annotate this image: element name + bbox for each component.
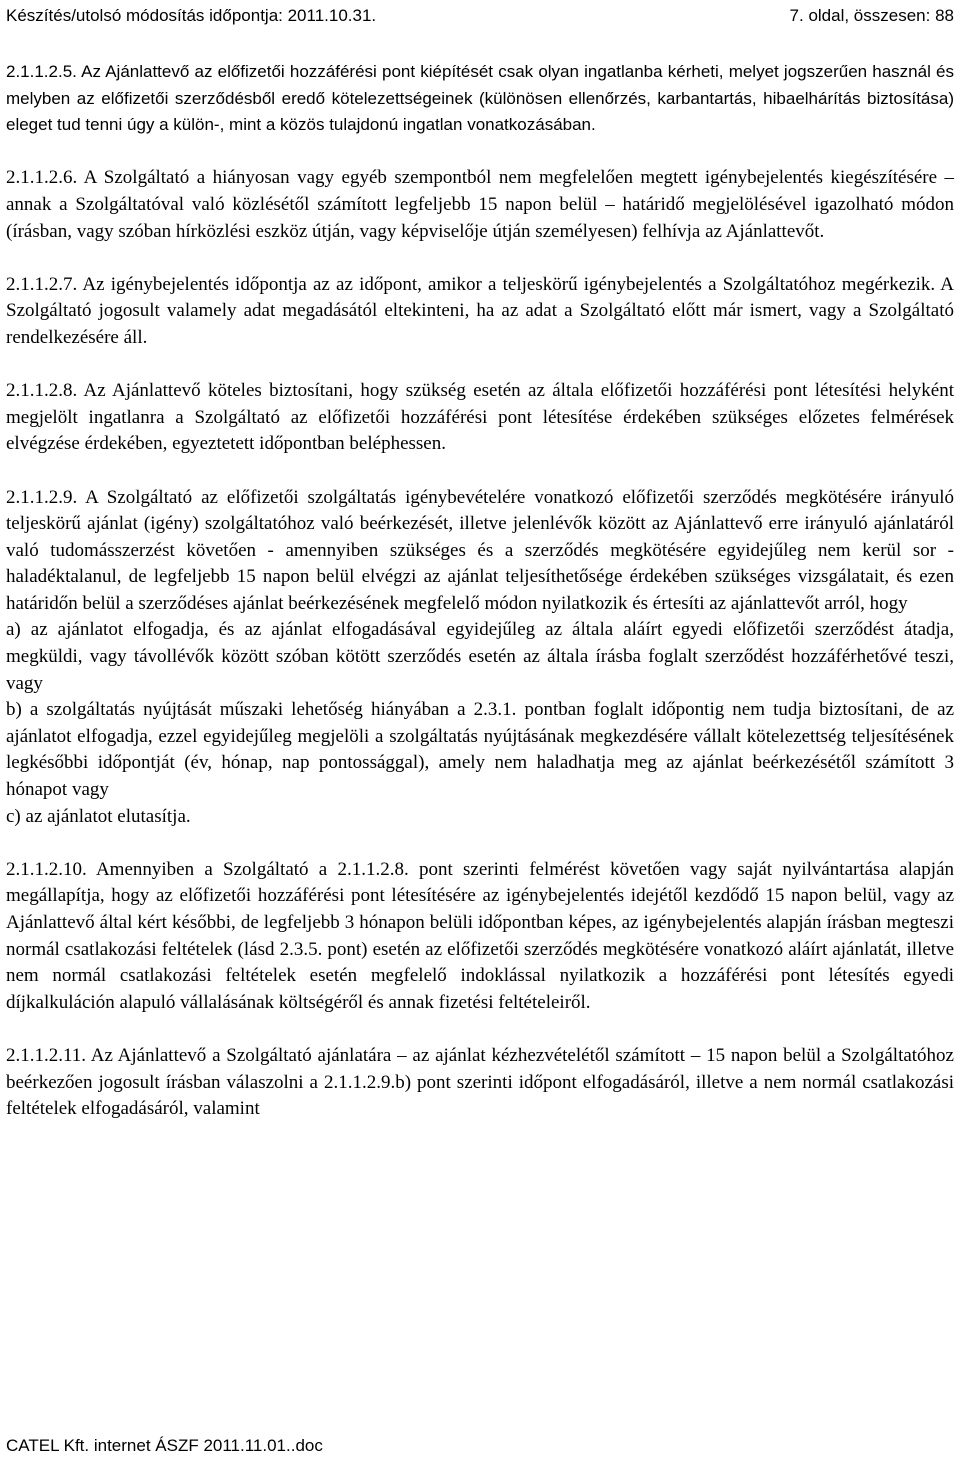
paragraph-2-1-1-2-9-item-a: a) az ajánlatot elfogadja, és az ajánlat elfogadásával egyidejűleg az általa aláírt egyedi előfizetői szerződést átadja, megküldi, vagy távollévők között szóban kötött szerződés esetén az általa írásba foglalt szerződést hozzáférhetővé teszi, vagy [6, 619, 954, 694]
paragraph-2-1-1-2-9-intro: 2.1.1.2.9. A Szolgáltató az előfizetői szolgáltatás igénybevételére vonatkozó előfizetői szerződés megkötésére irányuló teljeskörű ajánlat (igény) szolgáltatóhoz való beérkezését, illetve jelenlévők között az Ajánlattevő erre irányuló ajánlatáról való tudomásszerzést követően - amennyiben szükséges és a szerződés megkötésére egyidejűleg nem kerül sor - haladéktalanul, de legfeljebb 15 napon belül elvégzi az ajánlat teljesíthetősége érdekében szükséges vizsgálatait, és ezen határidőn belül a szerződéses ajánlat beérkezésének megfelelő módon nyilatkozik és értesíti az ajánlattevőt arról, hogy [6, 486, 954, 614]
paragraph-2-1-1-2-7: 2.1.1.2.7. Az igénybejelentés időpontja az az időpont, amikor a teljeskörű igénybejelentés a Szolgáltatóhoz megérkezik. A Szolgáltató jogosult valamely adat megadásától eltekinteni, ha az adat a Szolgáltató előtt már ismert, vagy a Szolgáltató rendelkezésére áll. [6, 273, 954, 348]
paragraph-2-1-1-2-10: 2.1.1.2.10. Amennyiben a Szolgáltató a 2.1.1.2.8. pont szerinti felmérést követően vagy saját nyilvántartása alapján megállapítja, hogy az előfizetői hozzáférési pont létesítésére az igénybejelentés idejétől kezdődő 15 napon belül, vagy az Ajánlattevő által kért későbbi, de legfeljebb 3 hónapon belüli időpontban képes, az igénybejelentés alapján írásban megteszi normál csatlakozási feltételek (lásd 2.3.5. pont) esetén az előfizetői szerződés megkötésére vonatkozó aláírt ajánlatát, illetve nem normál csatlakozási feltételek esetén megfelelő indoklással nyilatkozik a hozzáférési pont létesítés egyedi díjkalkuláción alapuló vállalásának költségéről és annak fizetési feltételeiről. [6, 858, 954, 1013]
paragraph-2-1-1-2-8: 2.1.1.2.8. Az Ajánlattevő köteles biztosítani, hogy szükség esetén az általa előfizetői hozzáférési pont létesítési helyként megjelölt ingatlanra a Szolgáltató az előfizetői hozzáférési pont létesítése érdekében szükséges előzetes felmérések elvégzése érdekében, egyeztetett időpontban beléphessen. [6, 380, 954, 455]
paragraph-2-1-1-2-11: 2.1.1.2.11. Az Ajánlattevő a Szolgáltató ajánlatára – az ajánlat kézhezvételétől számított – 15 napon belül a Szolgáltatóhoz beérkezően jogosult írásban válaszolni a 2.1.1.2.9.b) pont szerinti időpont elfogadásáról, illetve a nem normál csatlakozási feltételek elfogadásáról, valamint [6, 1044, 954, 1120]
header-revision-date: Készítés/utolsó módosítás időpontja: 2011.10.31. [6, 6, 377, 25]
header-page-number: 7. oldal, összesen: 88 [789, 6, 954, 25]
document-body [6, 59, 954, 1149]
paragraph-2-1-1-2-5: 2.1.1.2.5. Az Ajánlattevő az előfizetői hozzáférési pont kiépítését csak olyan ingatlanba kérheti, melyet jogszerűen használ és melyben az előfizetői szerződésből eredő kötelezettségeinek (különösen ellenőrzés, karbantartás, hibaelhárítás biztosítása) eleget tud tenni úgy a külön-, mint a közös tulajdonú ingatlan vonatkozásában. [6, 62, 954, 135]
page-footer: CATEL Kft. internet ÁSZF 2011.11.01..doc [6, 1436, 323, 1455]
paragraph-2-1-1-2-9-item-c: c) az ajánlatot elutasítja. [6, 805, 191, 827]
paragraph-2-1-1-2-9-item-b: b) a szolgáltatás nyújtását műszaki lehetőség hiányában a 2.3.1. pontban foglalt időpontig nem tudja biztosítani, de az ajánlatot elfogadja, ezzel egyidejűleg megjelöli a szolgáltatás nyújtásának megkezdésére vállalt kötelezettség teljesítésének legkésőbbi időpontját (év, hónap, nap pontossággal), amely nem haladhatja meg az ajánlat beérkezésétől számított 3 hónapot vagy [6, 699, 954, 801]
paragraph-2-1-1-2-9 [6, 485, 954, 831]
paragraph-2-1-1-2-6: 2.1.1.2.6. A Szolgáltató a hiányosan vagy egyéb szempontból nem megfelelően megtett igénybejelentés kiegészítésére – annak a Szolgáltatóval való közlésétől számított legfeljebb 15 napon belül – határidő megjelölésével igazolható módon (írásban, vagy szóban hírközlési eszköz útján, vagy képviselője útján személyesen) felhívja az Ajánlattevőt. [6, 167, 954, 242]
page-header [6, 4, 954, 28]
